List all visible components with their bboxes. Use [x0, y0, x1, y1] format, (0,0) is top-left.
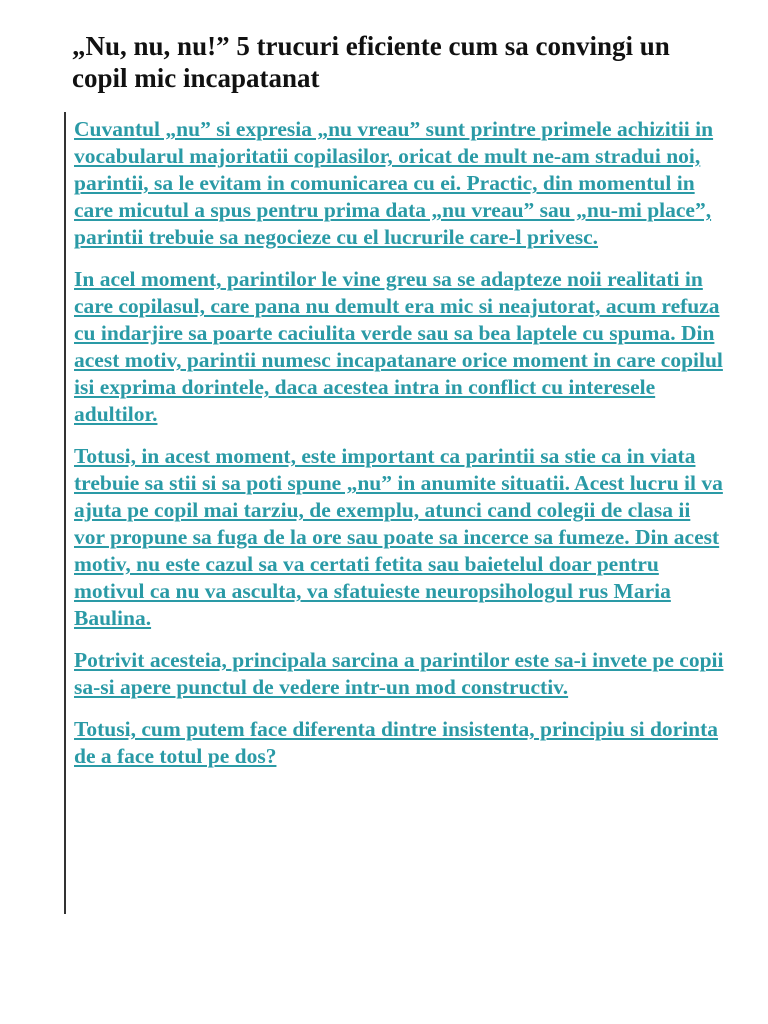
paragraph-3-link[interactable]: Totusi, in acest moment, este important ca parintii sa stie ca in viata trebuie sa stii si sa poti spune „nu” in anumite situatii. Acest lucru il va ajuta pe copil mai tarziu, de exemplu, atunci cand colegii de clasa ii vor propune sa fuga de la ore sau poate sa incerce sa fumeze. Din acest motiv, nu este cazul sa va certati fetita sau baietelul doar pentru motivul ca nu va asculta, va sfatuieste neuropsihologul rus Maria Baulina. — [74, 444, 723, 630]
paragraph-5-link[interactable]: Totusi, cum putem face diferenta dintre insistenta, principiu si dorinta de a face totul pe dos? — [74, 717, 719, 768]
article-body — [74, 116, 724, 785]
article-title: „Nu, nu, nu!” 5 trucuri eficiente cum sa convingi un copil mic incapatanat — [72, 31, 670, 93]
paragraph-4-link[interactable]: Potrivit acesteia, principala sarcina a parintilor este sa-i invete pe copii sa-si apere punctul de vedere intr-un mod constructiv. — [74, 648, 724, 699]
paragraph-1-link[interactable]: Cuvantul „nu” si expresia „nu vreau” sunt printre primele achizitii in vocabularul majoritatii copilasilor, oricat de mult ne-am stradui noi, parintii, sa le evitam in comunicarea cu ei. Practic, din momentul in care micutul a spus pentru prima data „nu vreau” sau „nu-mi place”, parintii trebuie sa negocieze cu el lucrurile care-l privesc. — [74, 117, 714, 249]
margin-rule — [64, 112, 66, 914]
paragraph-2-link[interactable]: In acel moment, parintilor le vine greu sa se adapteze noii realitati in care copilasul, care pana nu demult era mic si neajutorat, acum refuza cu indarjire sa poarte caciulita verde sau sa bea laptele cu spuma. Din acest motiv, parintii numesc incapatanare orice moment in care copilul isi exprima dorintele, daca acestea intra in conflict cu interesele adultilor. — [74, 267, 723, 426]
